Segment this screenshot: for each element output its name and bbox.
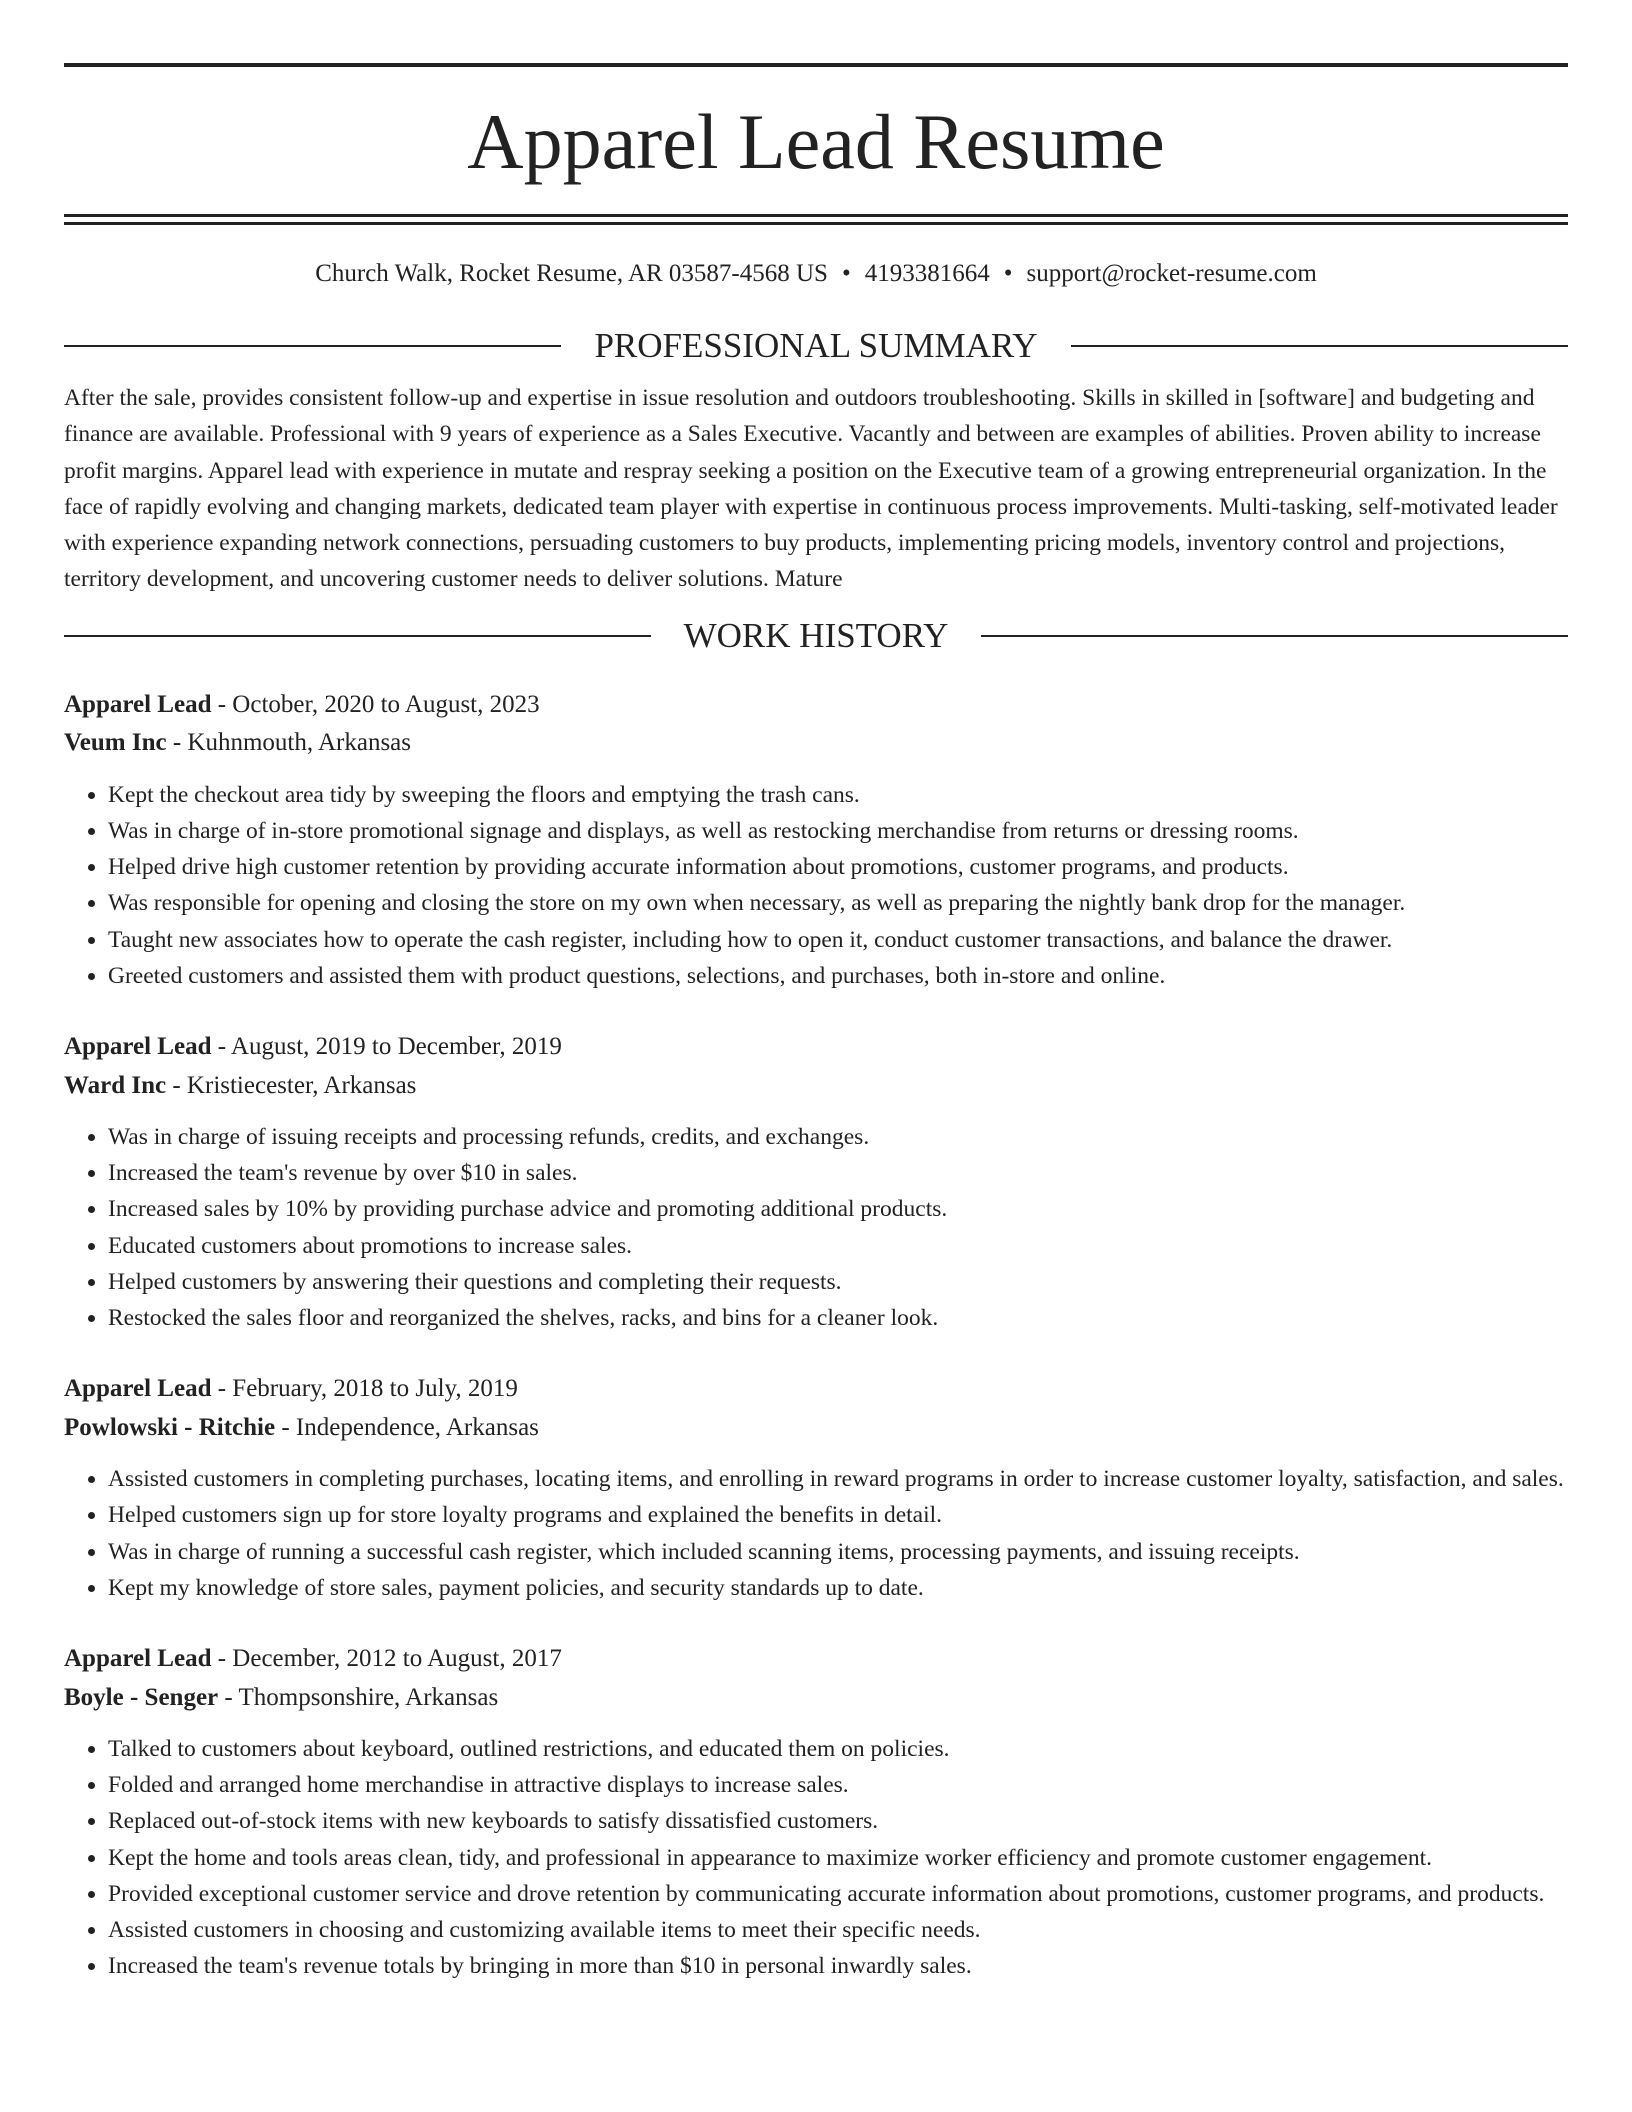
- job-bullet: • Helped customers by answering their questions and completing their requests.: [108, 1264, 1568, 1300]
- job-company-line: [64, 724, 1568, 763]
- contact-separator: •: [841, 260, 851, 287]
- job-entry: [64, 1028, 1568, 1336]
- job-bullet: • Educated customers about promotions to increase sales.: [108, 1228, 1568, 1264]
- resume-page: [64, 0, 1568, 1984]
- summary-heading: PROFESSIONAL SUMMARY: [594, 326, 1038, 365]
- job-bullets: [64, 1461, 1568, 1606]
- job-bullet: • Kept the home and tools areas clean, tidy, and professional in appearance to maximize worker efficiency and promote customer engagement.: [108, 1840, 1568, 1876]
- summary-text: After the sale, provides consistent follow-up and expertise in issue resolution and outdoors troubleshooting. Skills in skilled in [software] and budgeting and finance are available. Professional with 9 years of experience as a Sales Executive. Vacantly and between are examples of abilities. Proven ability to increase profit margins. Apparel lead with experience in mutate and respray seeking a position on the Executive team of a growing entrepreneurial organization. In the face of rapidly evolving and changing markets, dedicated team player with expertise in continuous process improvements. Multi-tasking, self-motivated leader with experience expanding network connections, persuading customers to buy products, implementing pricing models, inventory control and projections, territory development, and uncovering customer needs to deliver solutions. Mature: [64, 385, 1558, 593]
- job-bullet: • Was in charge of issuing receipts and processing refunds, credits, and exchanges.: [108, 1119, 1568, 1155]
- section-rule-right: [981, 635, 1568, 637]
- job-bullet: • Helped customers sign up for store loyalty programs and explained the benefits in detail.: [108, 1497, 1568, 1533]
- top-rule: [64, 63, 1568, 67]
- job-location: - Independence, Arkansas: [275, 1413, 539, 1441]
- summary-section-header: [64, 324, 1568, 368]
- job-entry: [64, 1370, 1568, 1606]
- job-location: - Kuhnmouth, Arkansas: [166, 729, 411, 757]
- job-company: Boyle - Senger: [64, 1683, 219, 1711]
- job-dates: - February, 2018 to July, 2019: [211, 1375, 518, 1403]
- job-location: - Kristiecester, Arkansas: [166, 1071, 417, 1099]
- job-bullet: • Talked to customers about keyboard, outlined restrictions, and educated them on policies.: [108, 1731, 1568, 1767]
- job-bullet: • Was responsible for opening and closing the store on my own when necessary, as well as preparing the nightly bank drop for the manager.: [108, 885, 1568, 921]
- job-bullet: • Was in charge of running a successful cash register, which included scanning items, processing payments, and issuing receipts.: [108, 1534, 1568, 1570]
- job-bullet: • Assisted customers in choosing and customizing available items to meet their specific needs.: [108, 1912, 1568, 1948]
- job-bullet: • Increased the team's revenue by over $10 in sales.: [108, 1155, 1568, 1191]
- job-company-line: [64, 1067, 1568, 1106]
- work-heading: WORK HISTORY: [683, 615, 949, 655]
- section-rule-right: [1071, 345, 1568, 347]
- job-bullet: • Increased the team's revenue totals by bringing in more than $10 in personal inwardly sales.: [108, 1948, 1568, 1984]
- work-section-header: [64, 614, 1568, 658]
- page-title: Apparel Lead Resume: [467, 98, 1165, 185]
- job-company-line: [64, 1679, 1568, 1718]
- job-bullet: • Taught new associates how to operate the cash register, including how to open it, conduct customer transactions, and balance the drawer.: [108, 922, 1568, 958]
- job-title: Apparel Lead: [64, 1375, 212, 1403]
- job-entry: [64, 1640, 1568, 1984]
- section-rule-left: [64, 345, 561, 347]
- contact-line: [64, 259, 1568, 289]
- job-title-line: [64, 1640, 1568, 1679]
- job-bullet: • Greeted customers and assisted them with product questions, selections, and purchases, both in-store and online.: [108, 958, 1568, 994]
- job-title: Apparel Lead: [64, 1645, 212, 1673]
- job-bullet: • Restocked the sales floor and reorganized the shelves, racks, and bins for a cleaner look.: [108, 1300, 1568, 1336]
- job-bullet: • Provided exceptional customer service and drove retention by communicating accurate information about promotions, customer programs, and products.: [108, 1876, 1568, 1912]
- job-dates: - October, 2020 to August, 2023: [211, 690, 540, 718]
- job-dates: - December, 2012 to August, 2017: [211, 1645, 562, 1673]
- job-bullets: [64, 777, 1568, 994]
- job-bullets: [64, 1731, 1568, 1984]
- job-title-line: [64, 1028, 1568, 1067]
- job-bullets: [64, 1119, 1568, 1336]
- job-bullet: • Replaced out-of-stock items with new keyboards to satisfy dissatisfied customers.: [108, 1803, 1568, 1839]
- job-company: Veum Inc: [64, 729, 167, 757]
- job-bullet: • Kept the checkout area tidy by sweeping the floors and emptying the trash cans.: [108, 777, 1568, 813]
- job-bullet: • Was in charge of in-store promotional signage and displays, as well as restocking merchandise from returns or dressing rooms.: [108, 813, 1568, 849]
- contact-address: Church Walk, Rocket Resume, AR 03587-4568 US: [315, 260, 828, 287]
- job-entry: [64, 686, 1568, 994]
- title-double-rule: [64, 214, 1568, 225]
- contact-email: support@rocket-resume.com: [1026, 260, 1317, 287]
- job-company-line: [64, 1409, 1568, 1448]
- job-title: Apparel Lead: [64, 1033, 212, 1060]
- job-bullet: • Folded and arranged home merchandise in attractive displays to increase sales.: [108, 1767, 1568, 1803]
- contact-separator: •: [1003, 260, 1013, 287]
- job-location: - Thompsonshire, Arkansas: [218, 1683, 499, 1711]
- contact-phone: 4193381664: [864, 260, 990, 287]
- job-company: Powlowski - Ritchie: [64, 1413, 276, 1441]
- job-bullet: • Kept my knowledge of store sales, payment policies, and security standards up to date.: [108, 1570, 1568, 1606]
- job-bullet: • Assisted customers in completing purchases, locating items, and enrolling in reward programs in order to increase customer loyalty, satisfaction, and sales.: [108, 1461, 1568, 1497]
- job-title: Apparel Lead: [64, 690, 212, 718]
- job-bullet: • Helped drive high customer retention by providing accurate information about promotions, customer programs, and products.: [108, 849, 1568, 885]
- job-title-line: [64, 1370, 1568, 1409]
- job-dates: - August, 2019 to December, 2019: [211, 1033, 562, 1060]
- job-company: Ward Inc: [64, 1071, 167, 1099]
- section-rule-left: [64, 635, 651, 637]
- job-bullet: • Increased sales by 10% by providing purchase advice and promoting additional products.: [108, 1191, 1568, 1227]
- job-title-line: [64, 686, 1568, 725]
